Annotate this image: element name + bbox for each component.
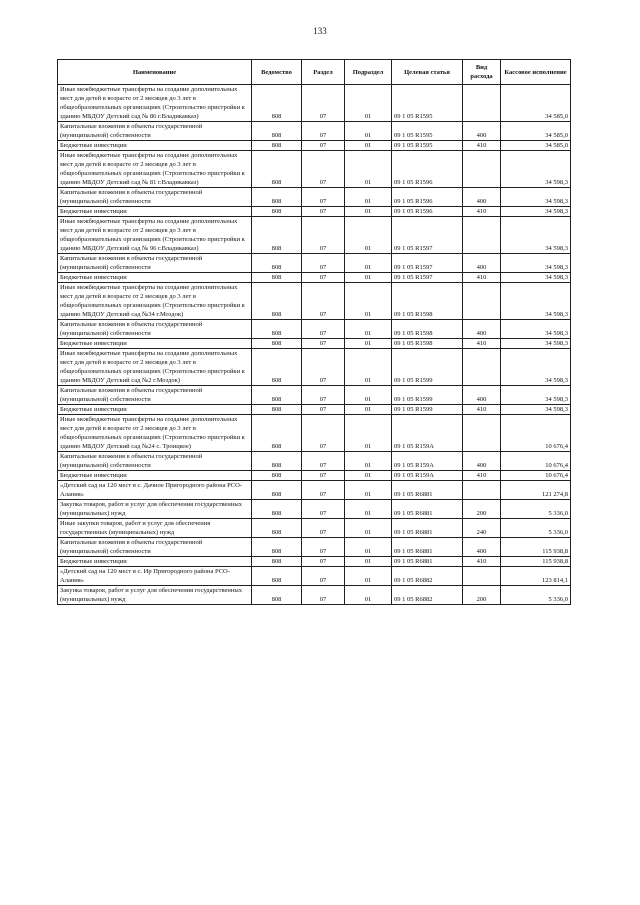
- cell-name: Капитальные вложения в объекты государственной (муниципальной) собственности: [58, 254, 252, 273]
- cell-name: Капитальные вложения в объекты государственной (муниципальной) собственности: [58, 188, 252, 207]
- cell-vr: 400: [463, 122, 501, 141]
- cell-razdel: 07: [302, 217, 345, 254]
- table-row: [58, 586, 571, 605]
- cell-vr: 410: [463, 471, 501, 481]
- cell-ved: 808: [252, 471, 302, 481]
- cell-ved: 808: [252, 122, 302, 141]
- cell-name: Капитальные вложения в объекты государственной (муниципальной) собственности: [58, 452, 252, 471]
- cell-vr: [463, 415, 501, 452]
- table-header-row: [58, 60, 571, 85]
- cell-podrazdel: 01: [345, 557, 392, 567]
- header-cash: Кассовое исполнение: [501, 60, 571, 85]
- cell-razdel: 07: [302, 500, 345, 519]
- table-row: [58, 151, 571, 188]
- cell-podrazdel: 01: [345, 386, 392, 405]
- cell-ved: 808: [252, 254, 302, 273]
- cell-vr: 400: [463, 254, 501, 273]
- cell-vr: 410: [463, 141, 501, 151]
- table-row: [58, 452, 571, 471]
- cell-podrazdel: 01: [345, 207, 392, 217]
- cell-name: Иные закупки товаров, работ и услуг для обеспечения государственных (муниципальных) нужд: [58, 519, 252, 538]
- cell-sum: 123 814,1: [501, 567, 571, 586]
- cell-name: Бюджетные инвестиции: [58, 207, 252, 217]
- cell-cs: 09 1 05 R1597: [392, 273, 463, 283]
- cell-vr: [463, 151, 501, 188]
- table-row: [58, 339, 571, 349]
- cell-cs: 09 1 05 R1599: [392, 405, 463, 415]
- table-row: [58, 349, 571, 386]
- header-podrazdel: Подраздел: [345, 60, 392, 85]
- table-row: [58, 386, 571, 405]
- cell-sum: 34 598,3: [501, 207, 571, 217]
- cell-sum: 5 336,0: [501, 500, 571, 519]
- budget-table: [57, 59, 571, 605]
- cell-sum: 34 585,0: [501, 85, 571, 122]
- cell-ved: 808: [252, 283, 302, 320]
- cell-name: Закупка товаров, работ и услуг для обеспечения государственных (муниципальных) нужд: [58, 500, 252, 519]
- cell-sum: 10 676,4: [501, 471, 571, 481]
- table-row: [58, 471, 571, 481]
- cell-sum: 115 938,8: [501, 557, 571, 567]
- cell-sum: 34 598,3: [501, 151, 571, 188]
- cell-ved: 808: [252, 349, 302, 386]
- cell-podrazdel: 01: [345, 151, 392, 188]
- cell-name: Капитальные вложения в объекты государственной (муниципальной) собственности: [58, 386, 252, 405]
- cell-sum: 34 598,3: [501, 339, 571, 349]
- cell-ved: 808: [252, 415, 302, 452]
- cell-sum: 5 336,0: [501, 519, 571, 538]
- cell-ved: 808: [252, 386, 302, 405]
- cell-sum: 5 336,0: [501, 586, 571, 605]
- table-row: [58, 283, 571, 320]
- table-row: [58, 320, 571, 339]
- cell-razdel: 07: [302, 405, 345, 415]
- cell-ved: 808: [252, 557, 302, 567]
- cell-cs: 09 1 05 R1598: [392, 283, 463, 320]
- cell-sum: 34 585,0: [501, 122, 571, 141]
- cell-razdel: 07: [302, 273, 345, 283]
- cell-podrazdel: 01: [345, 254, 392, 273]
- table-row: [58, 217, 571, 254]
- cell-name: «Детский сад на 120 мест в с. Дачное Пригородного района РСО-Алания»: [58, 481, 252, 500]
- cell-cs: 09 1 05 R6881: [392, 500, 463, 519]
- cell-name: Бюджетные инвестиции: [58, 339, 252, 349]
- cell-podrazdel: 01: [345, 283, 392, 320]
- cell-name: Бюджетные инвестиции: [58, 405, 252, 415]
- table-row: [58, 481, 571, 500]
- cell-ved: 808: [252, 339, 302, 349]
- cell-podrazdel: 01: [345, 141, 392, 151]
- cell-name: Капитальные вложения в объекты государственной (муниципальной) собственности: [58, 320, 252, 339]
- cell-vr: [463, 217, 501, 254]
- cell-name: Иные межбюджетные трансферты на создание дополнительных мест для детей в возрасте от 2 месяцев до 3 лет в общеобразовательных организациях (Строительство пристройки к зданию МБДОУ Детский сад № 96 г.Владикавказ): [58, 217, 252, 254]
- cell-cs: 09 1 05 R1599: [392, 349, 463, 386]
- cell-sum: 121 274,8: [501, 481, 571, 500]
- table-row: [58, 188, 571, 207]
- cell-cs: 09 1 05 R1595: [392, 122, 463, 141]
- cell-razdel: 07: [302, 349, 345, 386]
- cell-vr: 410: [463, 405, 501, 415]
- cell-name: «Детский сад на 120 мест в с. Ир Пригородного района РСО-Алания»: [58, 567, 252, 586]
- cell-sum: 34 598,3: [501, 254, 571, 273]
- header-name: Наименование: [58, 60, 252, 85]
- cell-cs: 09 1 05 R1596: [392, 151, 463, 188]
- cell-vr: [463, 85, 501, 122]
- cell-ved: 808: [252, 519, 302, 538]
- cell-name: Закупка товаров, работ и услуг для обеспечения государственных (муниципальных) нужд: [58, 586, 252, 605]
- cell-podrazdel: 01: [345, 349, 392, 386]
- cell-name: Капитальные вложения в объекты государственной (муниципальной) собственности: [58, 538, 252, 557]
- table-row: [58, 405, 571, 415]
- cell-ved: 808: [252, 217, 302, 254]
- cell-cs: 09 1 05 R1598: [392, 320, 463, 339]
- cell-podrazdel: 01: [345, 415, 392, 452]
- cell-vr: [463, 283, 501, 320]
- cell-vr: 410: [463, 339, 501, 349]
- cell-vr: 400: [463, 320, 501, 339]
- cell-cs: 09 1 05 R6882: [392, 567, 463, 586]
- cell-cs: 09 1 05 R6881: [392, 538, 463, 557]
- cell-vr: 400: [463, 188, 501, 207]
- cell-cs: 09 1 05 R1599: [392, 386, 463, 405]
- cell-podrazdel: 01: [345, 273, 392, 283]
- cell-sum: 34 598,3: [501, 188, 571, 207]
- cell-sum: 10 676,4: [501, 452, 571, 471]
- table-row: [58, 519, 571, 538]
- cell-podrazdel: 01: [345, 519, 392, 538]
- cell-podrazdel: 01: [345, 85, 392, 122]
- cell-ved: 808: [252, 320, 302, 339]
- cell-cs: 09 1 05 R6882: [392, 586, 463, 605]
- cell-podrazdel: 01: [345, 471, 392, 481]
- cell-razdel: 07: [302, 557, 345, 567]
- cell-razdel: 07: [302, 567, 345, 586]
- cell-vr: 400: [463, 386, 501, 405]
- cell-sum: 34 585,0: [501, 141, 571, 151]
- cell-sum: 34 598,3: [501, 273, 571, 283]
- cell-vr: 410: [463, 273, 501, 283]
- cell-sum: 34 598,3: [501, 217, 571, 254]
- cell-vr: 400: [463, 452, 501, 471]
- cell-vr: 410: [463, 207, 501, 217]
- cell-ved: 808: [252, 141, 302, 151]
- cell-razdel: 07: [302, 386, 345, 405]
- cell-razdel: 07: [302, 339, 345, 349]
- table-row: [58, 207, 571, 217]
- cell-sum: 34 598,3: [501, 386, 571, 405]
- cell-podrazdel: 01: [345, 320, 392, 339]
- cell-name: Иные межбюджетные трансферты на создание дополнительных мест для детей в возрасте от 2 месяцев до 3 лет в общеобразовательных организациях (Строительство пристройки к зданию МБДОУ Детский сад №24 с. Троицкое): [58, 415, 252, 452]
- cell-ved: 808: [252, 567, 302, 586]
- table-row: [58, 122, 571, 141]
- cell-cs: 09 1 05 R159A: [392, 452, 463, 471]
- cell-podrazdel: 01: [345, 452, 392, 471]
- cell-razdel: 07: [302, 188, 345, 207]
- cell-ved: 808: [252, 538, 302, 557]
- cell-razdel: 07: [302, 151, 345, 188]
- cell-cs: 09 1 05 R1596: [392, 188, 463, 207]
- cell-sum: 34 598,3: [501, 405, 571, 415]
- cell-vr: 410: [463, 557, 501, 567]
- cell-razdel: 07: [302, 254, 345, 273]
- cell-podrazdel: 01: [345, 481, 392, 500]
- cell-razdel: 07: [302, 519, 345, 538]
- cell-name: Бюджетные инвестиции: [58, 557, 252, 567]
- cell-vr: 400: [463, 538, 501, 557]
- cell-podrazdel: 01: [345, 188, 392, 207]
- table-row: [58, 538, 571, 557]
- cell-razdel: 07: [302, 207, 345, 217]
- cell-name: Капитальные вложения в объекты государственной (муниципальной) собственности: [58, 122, 252, 141]
- cell-name: Бюджетные инвестиции: [58, 273, 252, 283]
- cell-razdel: 07: [302, 85, 345, 122]
- cell-razdel: 07: [302, 538, 345, 557]
- header-ved: Ведомство: [252, 60, 302, 85]
- cell-ved: 808: [252, 188, 302, 207]
- cell-ved: 808: [252, 207, 302, 217]
- cell-ved: 808: [252, 481, 302, 500]
- cell-sum: 34 598,3: [501, 320, 571, 339]
- cell-vr: [463, 349, 501, 386]
- header-expense-type: Вид расхода: [463, 60, 501, 85]
- cell-name: Бюджетные инвестиции: [58, 471, 252, 481]
- cell-name: Иные межбюджетные трансферты на создание дополнительных мест для детей в возрасте от 2 месяцев до 3 лет в общеобразовательных организациях (Строительство пристройки к зданию МБДОУ Детский сад №2 г.Моздок): [58, 349, 252, 386]
- table-row: [58, 273, 571, 283]
- cell-razdel: 07: [302, 283, 345, 320]
- table-row: [58, 500, 571, 519]
- cell-podrazdel: 01: [345, 122, 392, 141]
- cell-cs: 09 1 05 R1596: [392, 207, 463, 217]
- cell-vr: [463, 567, 501, 586]
- cell-ved: 808: [252, 273, 302, 283]
- cell-razdel: 07: [302, 586, 345, 605]
- table-row: [58, 557, 571, 567]
- cell-ved: 808: [252, 452, 302, 471]
- cell-name: Иные межбюджетные трансферты на создание дополнительных мест для детей в возрасте от 2 месяцев до 3 лет в общеобразовательных организациях (Строительство пристройки к зданию МБДОУ Детский сад №34 г.Моздок): [58, 283, 252, 320]
- cell-cs: 09 1 05 R1595: [392, 141, 463, 151]
- cell-sum: 34 598,3: [501, 283, 571, 320]
- cell-cs: 09 1 05 R159A: [392, 415, 463, 452]
- table-row: [58, 254, 571, 273]
- cell-cs: 09 1 05 R6881: [392, 519, 463, 538]
- cell-podrazdel: 01: [345, 217, 392, 254]
- cell-cs: 09 1 05 R1598: [392, 339, 463, 349]
- table-row: [58, 567, 571, 586]
- cell-sum: 10 676,4: [501, 415, 571, 452]
- cell-name: Иные межбюджетные трансферты на создание дополнительных мест для детей в возрасте от 2 месяцев до 3 лет в общеобразовательных организациях (Строительство пристройки к зданию МБДОУ Детский сад № 81 г.Владикавказ): [58, 151, 252, 188]
- cell-vr: 240: [463, 519, 501, 538]
- cell-ved: 808: [252, 500, 302, 519]
- cell-podrazdel: 01: [345, 538, 392, 557]
- cell-podrazdel: 01: [345, 339, 392, 349]
- cell-razdel: 07: [302, 471, 345, 481]
- page-number: 133: [313, 26, 327, 36]
- cell-ved: 808: [252, 85, 302, 122]
- cell-vr: 200: [463, 586, 501, 605]
- table-row: [58, 415, 571, 452]
- table-row: [58, 141, 571, 151]
- table-row: [58, 85, 571, 122]
- cell-podrazdel: 01: [345, 567, 392, 586]
- cell-ved: 808: [252, 405, 302, 415]
- cell-razdel: 07: [302, 141, 345, 151]
- cell-razdel: 07: [302, 122, 345, 141]
- cell-vr: 200: [463, 500, 501, 519]
- cell-ved: 808: [252, 586, 302, 605]
- cell-razdel: 07: [302, 452, 345, 471]
- cell-cs: 09 1 05 R6881: [392, 557, 463, 567]
- header-target: Целевая статья: [392, 60, 463, 85]
- cell-name: Бюджетные инвестиции: [58, 141, 252, 151]
- cell-vr: [463, 481, 501, 500]
- cell-cs: 09 1 05 R1595: [392, 85, 463, 122]
- cell-razdel: 07: [302, 320, 345, 339]
- cell-podrazdel: 01: [345, 586, 392, 605]
- cell-ved: 808: [252, 151, 302, 188]
- cell-cs: 09 1 05 R1597: [392, 254, 463, 273]
- cell-podrazdel: 01: [345, 500, 392, 519]
- cell-razdel: 07: [302, 415, 345, 452]
- cell-cs: 09 1 05 R159A: [392, 471, 463, 481]
- cell-sum: 34 598,3: [501, 349, 571, 386]
- cell-sum: 115 938,8: [501, 538, 571, 557]
- cell-cs: 09 1 05 R6881: [392, 481, 463, 500]
- cell-cs: 09 1 05 R1597: [392, 217, 463, 254]
- cell-razdel: 07: [302, 481, 345, 500]
- cell-podrazdel: 01: [345, 405, 392, 415]
- cell-name: Иные межбюджетные трансферты на создание дополнительных мест для детей в возрасте от 2 месяцев до 3 лет в общеобразовательных организациях (Строительство пристройки к зданию МБДОУ Детский сад № 86 г.Владикавказ): [58, 85, 252, 122]
- header-razdel: Раздел: [302, 60, 345, 85]
